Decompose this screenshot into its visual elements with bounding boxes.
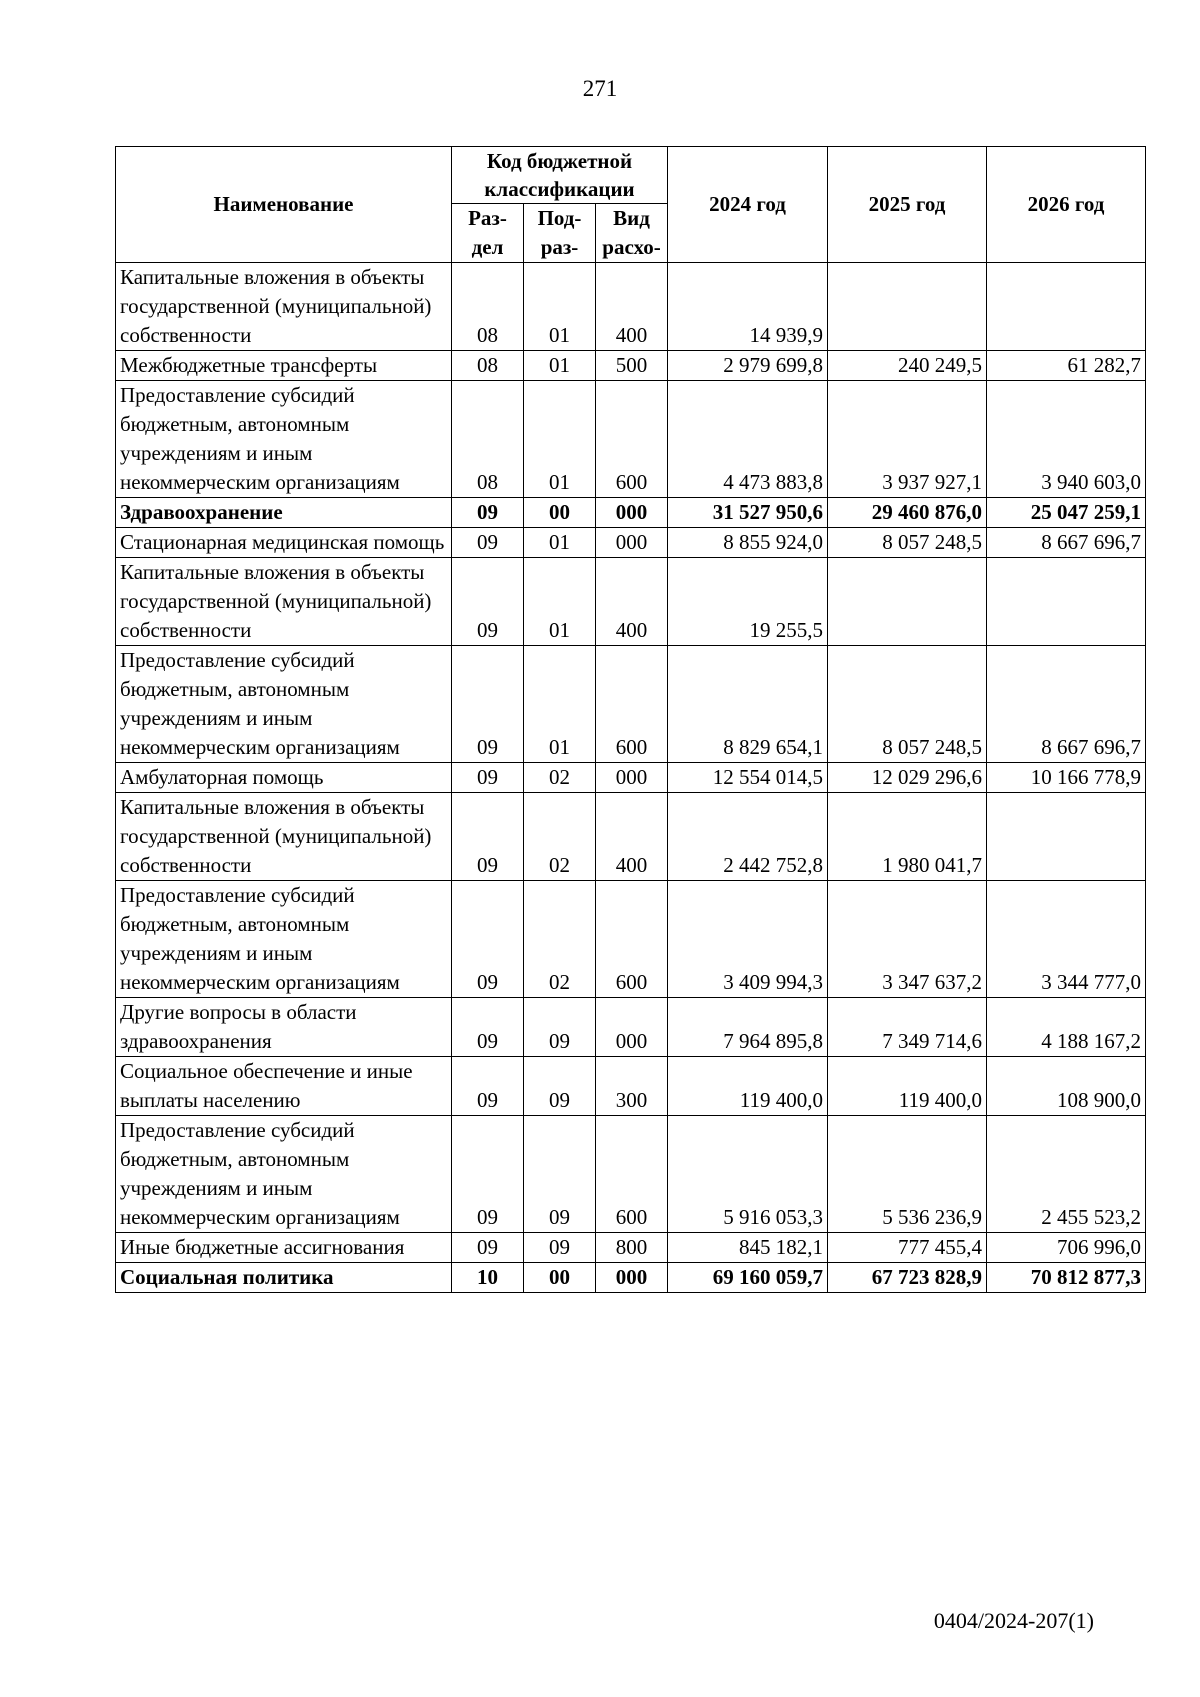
row-name: Предоставление субсидий бюджетным, автономным учреждениям и иным некоммерческим организациям	[116, 1116, 452, 1233]
row-value-2024: 69 160 059,7	[668, 1263, 828, 1293]
row-expense-type: 600	[596, 381, 668, 498]
row-expense-type: 000	[596, 763, 668, 793]
table-row	[116, 381, 1146, 498]
row-value-2024: 2 442 752,8	[668, 793, 828, 881]
row-value-2024: 5 916 053,3	[668, 1116, 828, 1233]
row-expense-type: 000	[596, 498, 668, 528]
budget-table	[115, 146, 1146, 1293]
row-expense-type: 400	[596, 263, 668, 351]
row-value-2025: 777 455,4	[828, 1233, 987, 1263]
row-value-2024: 119 400,0	[668, 1057, 828, 1116]
row-value-2026	[987, 793, 1146, 881]
row-expense-type: 800	[596, 1233, 668, 1263]
row-value-2026: 10 166 778,9	[987, 763, 1146, 793]
row-expense-type: 600	[596, 881, 668, 998]
row-expense-type: 500	[596, 351, 668, 381]
row-value-2026: 8 667 696,7	[987, 528, 1146, 558]
row-value-2025: 5 536 236,9	[828, 1116, 987, 1233]
row-section: 09	[452, 498, 524, 528]
header-code-group: Код бюджетной классификации	[452, 147, 668, 204]
row-section: 10	[452, 1263, 524, 1293]
row-value-2025: 8 057 248,5	[828, 646, 987, 763]
row-subsection: 09	[524, 1057, 596, 1116]
row-value-2026: 108 900,0	[987, 1057, 1146, 1116]
row-section: 09	[452, 1233, 524, 1263]
header-year-2025: 2025 год	[828, 147, 987, 263]
row-expense-type: 000	[596, 998, 668, 1057]
row-section: 09	[452, 528, 524, 558]
row-value-2024: 2 979 699,8	[668, 351, 828, 381]
table-row	[116, 763, 1146, 793]
row-section: 08	[452, 351, 524, 381]
row-value-2026: 70 812 877,3	[987, 1263, 1146, 1293]
row-value-2026	[987, 558, 1146, 646]
row-name: Предоставление субсидий бюджетным, автономным учреждениям и иным некоммерческим организациям	[116, 646, 452, 763]
row-subsection: 01	[524, 558, 596, 646]
row-value-2024: 8 829 654,1	[668, 646, 828, 763]
row-section: 09	[452, 646, 524, 763]
table-row	[116, 646, 1146, 763]
row-value-2025: 29 460 876,0	[828, 498, 987, 528]
header-year-2026: 2026 год	[987, 147, 1146, 263]
row-value-2026: 8 667 696,7	[987, 646, 1146, 763]
row-subsection: 01	[524, 351, 596, 381]
row-subsection: 01	[524, 528, 596, 558]
row-name: Социальное обеспечение и иные выплаты населению	[116, 1057, 452, 1116]
table-row	[116, 263, 1146, 351]
row-name: Стационарная медицинская помощь	[116, 528, 452, 558]
table-row	[116, 1116, 1146, 1233]
row-name: Другие вопросы в области здравоохранения	[116, 998, 452, 1057]
row-section: 08	[452, 381, 524, 498]
row-name: Иные бюджетные ассигнования	[116, 1233, 452, 1263]
row-value-2024: 12 554 014,5	[668, 763, 828, 793]
table-row	[116, 1057, 1146, 1116]
table-row	[116, 351, 1146, 381]
row-value-2025: 67 723 828,9	[828, 1263, 987, 1293]
row-value-2024: 7 964 895,8	[668, 998, 828, 1057]
table-row	[116, 998, 1146, 1057]
row-value-2025	[828, 558, 987, 646]
row-value-2025: 119 400,0	[828, 1057, 987, 1116]
row-value-2025: 12 029 296,6	[828, 763, 987, 793]
row-expense-type: 000	[596, 1263, 668, 1293]
row-value-2024: 3 409 994,3	[668, 881, 828, 998]
row-value-2024: 14 939,9	[668, 263, 828, 351]
row-name: Межбюджетные трансферты	[116, 351, 452, 381]
header-name: Наименование	[116, 147, 452, 263]
row-section: 09	[452, 793, 524, 881]
row-expense-type: 600	[596, 646, 668, 763]
row-subsection: 02	[524, 763, 596, 793]
row-value-2026: 2 455 523,2	[987, 1116, 1146, 1233]
row-name: Социальная политика	[116, 1263, 452, 1293]
table-row	[116, 558, 1146, 646]
row-expense-type: 000	[596, 528, 668, 558]
row-subsection: 09	[524, 998, 596, 1057]
row-value-2026: 25 047 259,1	[987, 498, 1146, 528]
row-value-2025: 7 349 714,6	[828, 998, 987, 1057]
table-row	[116, 1233, 1146, 1263]
header-year-2024: 2024 год	[668, 147, 828, 263]
table-body	[116, 263, 1146, 1293]
row-value-2026: 3 344 777,0	[987, 881, 1146, 998]
row-section: 09	[452, 1057, 524, 1116]
row-name: Предоставление субсидий бюджетным, автономным учреждениям и иным некоммерческим организациям	[116, 881, 452, 998]
row-subsection: 00	[524, 498, 596, 528]
row-subsection: 01	[524, 646, 596, 763]
header-subsection: Под- раз-	[524, 204, 596, 263]
row-section: 09	[452, 558, 524, 646]
row-value-2024: 4 473 883,8	[668, 381, 828, 498]
row-expense-type: 300	[596, 1057, 668, 1116]
row-value-2026: 4 188 167,2	[987, 998, 1146, 1057]
row-value-2025: 240 249,5	[828, 351, 987, 381]
row-section: 09	[452, 1116, 524, 1233]
document-code: 0404/2024-207(1)	[933, 1608, 1094, 1633]
row-section: 09	[452, 881, 524, 998]
row-value-2026	[987, 263, 1146, 351]
row-name: Амбулаторная помощь	[116, 763, 452, 793]
table-row	[116, 528, 1146, 558]
row-name: Капитальные вложения в объекты государственной (муниципальной) собственности	[116, 558, 452, 646]
table-row	[116, 793, 1146, 881]
row-name: Капитальные вложения в объекты государственной (муниципальной) собственности	[116, 793, 452, 881]
row-subsection: 09	[524, 1116, 596, 1233]
row-subsection: 02	[524, 793, 596, 881]
row-value-2025: 3 937 927,1	[828, 381, 987, 498]
row-subsection: 01	[524, 263, 596, 351]
row-subsection: 02	[524, 881, 596, 998]
row-section: 09	[452, 763, 524, 793]
row-name: Капитальные вложения в объекты государственной (муниципальной) собственности	[116, 263, 452, 351]
table-row	[116, 881, 1146, 998]
row-section: 08	[452, 263, 524, 351]
row-value-2025	[828, 263, 987, 351]
row-value-2024: 19 255,5	[668, 558, 828, 646]
header-section: Раз- дел	[452, 204, 524, 263]
row-section: 09	[452, 998, 524, 1057]
row-value-2024: 845 182,1	[668, 1233, 828, 1263]
row-subsection: 09	[524, 1233, 596, 1263]
row-expense-type: 600	[596, 1116, 668, 1233]
row-value-2025: 1 980 041,7	[828, 793, 987, 881]
row-name: Предоставление субсидий бюджетным, автономным учреждениям и иным некоммерческим организациям	[116, 381, 452, 498]
row-value-2025: 3 347 637,2	[828, 881, 987, 998]
row-value-2026: 706 996,0	[987, 1233, 1146, 1263]
row-name: Здравоохранение	[116, 498, 452, 528]
table-row	[116, 1263, 1146, 1293]
row-expense-type: 400	[596, 558, 668, 646]
table-row	[116, 498, 1146, 528]
row-value-2025: 8 057 248,5	[828, 528, 987, 558]
row-value-2024: 31 527 950,6	[668, 498, 828, 528]
row-value-2024: 8 855 924,0	[668, 528, 828, 558]
header-expense-type: Вид расхо-	[596, 204, 668, 263]
row-expense-type: 400	[596, 793, 668, 881]
page-number: 271	[582, 76, 618, 101]
row-value-2026: 61 282,7	[987, 351, 1146, 381]
row-value-2026: 3 940 603,0	[987, 381, 1146, 498]
row-subsection: 01	[524, 381, 596, 498]
row-subsection: 00	[524, 1263, 596, 1293]
